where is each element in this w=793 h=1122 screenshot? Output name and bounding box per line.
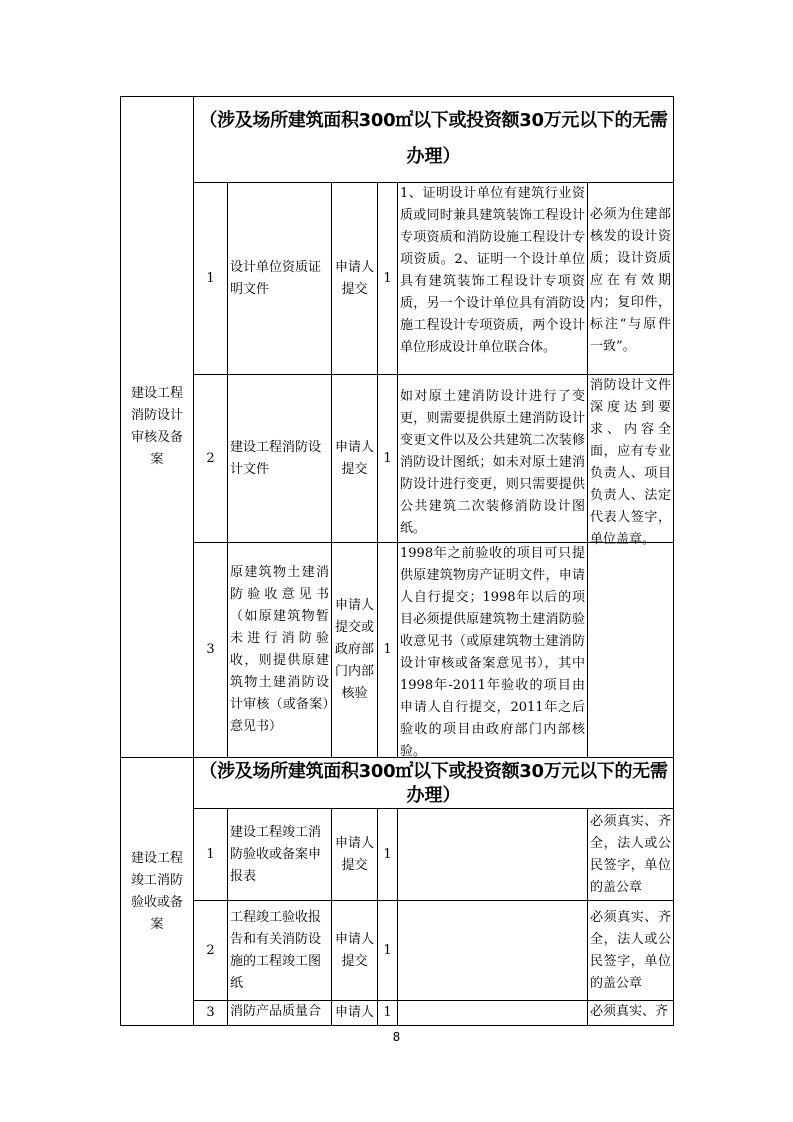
- row-name: 消防产品质量合: [230, 1004, 322, 1019]
- row-qty: 1: [383, 642, 392, 657]
- row-req: 必须真实、齐: [590, 1004, 669, 1019]
- row-no: 3: [206, 1005, 215, 1020]
- section2-note-line2: 办理）: [406, 785, 461, 806]
- row-qty: 1: [383, 846, 392, 862]
- row-source: 申请人提交或政府部门内部核验: [335, 598, 375, 701]
- row-source: 申请人: [334, 1005, 374, 1020]
- page-number: 8: [392, 1030, 401, 1044]
- row-desc: 1、证明设计单位有建筑行业资质或同时兼具建筑装饰工程设计专项资质和消防设施工程设计专项资质。2、证明一个设计单位具有建筑装饰工程设计专项资质，另一个设计单位具有消防设施工程设计专项资质，两个设计单位形成设计单位联合体。: [400, 186, 585, 355]
- row-name: 工程竣工验收报告和有关消防设施的工程竣工图纸: [230, 909, 322, 991]
- row-no: 2: [206, 450, 215, 466]
- row-no: 1: [206, 846, 215, 862]
- section1-category-text: 建设工程消防设计审核及备案: [130, 385, 183, 467]
- row-desc: 1998年之前验收的项目可只提供原建筑物房产证明文件，申请人自行提交；1998年以后的项目必须提供原建筑物土建消防验收意见书（或原建筑物土建消防设计审核或备案意见书），其中1998年-2011年验收的项目由申请人自行提交，2011年之后验收的项目由政府部门内部核验。: [400, 546, 585, 759]
- row-qty: 1: [383, 942, 392, 958]
- row-desc: [398, 901, 587, 1000]
- section2-category: [122, 758, 192, 1025]
- row-req: 必须真实、齐全，法人或公民签字，单位的盖公章: [590, 813, 671, 895]
- row-name: 建设工程竣工消防验收或备案申报表: [230, 824, 322, 884]
- section2-category-text: 建设工程竣工消防验收或备案: [130, 850, 183, 932]
- row-source: 申请人提交: [335, 835, 375, 873]
- section1-note-line1: （涉及场所建筑面积300㎡以下或投资额30万元以下的无需: [199, 110, 668, 131]
- row-qty: 1: [383, 1005, 392, 1020]
- row-qty: 1: [383, 270, 392, 286]
- section2-note: [194, 758, 673, 808]
- row-name: 建设工程消防设计文件: [230, 439, 322, 477]
- row-no: 1: [206, 270, 215, 286]
- row-desc: 如对原土建消防设计进行了变更，则需要提供原土建消防设计变更文件以及公共建筑二次装修消防设计图纸；如未对原土建消防设计进行变更，则只需要提供公共建筑二次装修消防设计图纸。: [400, 389, 585, 536]
- row-req: 必须为住建部核发的设计资质；设计资质应在有效期内；复印件，标注“与原件一致”。: [590, 207, 671, 354]
- row-source: 申请人提交: [335, 259, 375, 297]
- row-source: 申请人提交: [335, 439, 375, 477]
- row-desc: [398, 809, 587, 900]
- row-source: 申请人提交: [335, 931, 375, 969]
- section1-note-line2: 办理）: [406, 146, 461, 167]
- row-name: 原建筑物土建消防验收意见书（如原建筑物暂未进行消防验收，则提供原建筑物土建消防设计审核（或备案）意见书）: [230, 565, 329, 734]
- section2-note-line1: （涉及场所建筑面积300㎡以下或投资额30万元以下的无需: [199, 761, 668, 782]
- row-req: 必须真实、齐全，法人或公民签字，单位的盖公章: [590, 909, 671, 991]
- section1-category: [122, 96, 192, 757]
- row-req: 消防设计文件深度达到要求、内容全面，应有专业负责人、项目负责人、法定代表人签字，单位盖章。: [590, 378, 671, 547]
- section1-note: [194, 96, 673, 182]
- row-no: 2: [206, 942, 215, 958]
- row-no: 3: [206, 642, 215, 657]
- row-qty: 1: [383, 450, 392, 466]
- row-desc: [398, 1001, 587, 1025]
- row-name: 设计单位资质证明文件: [230, 259, 322, 297]
- row-req: [588, 543, 673, 757]
